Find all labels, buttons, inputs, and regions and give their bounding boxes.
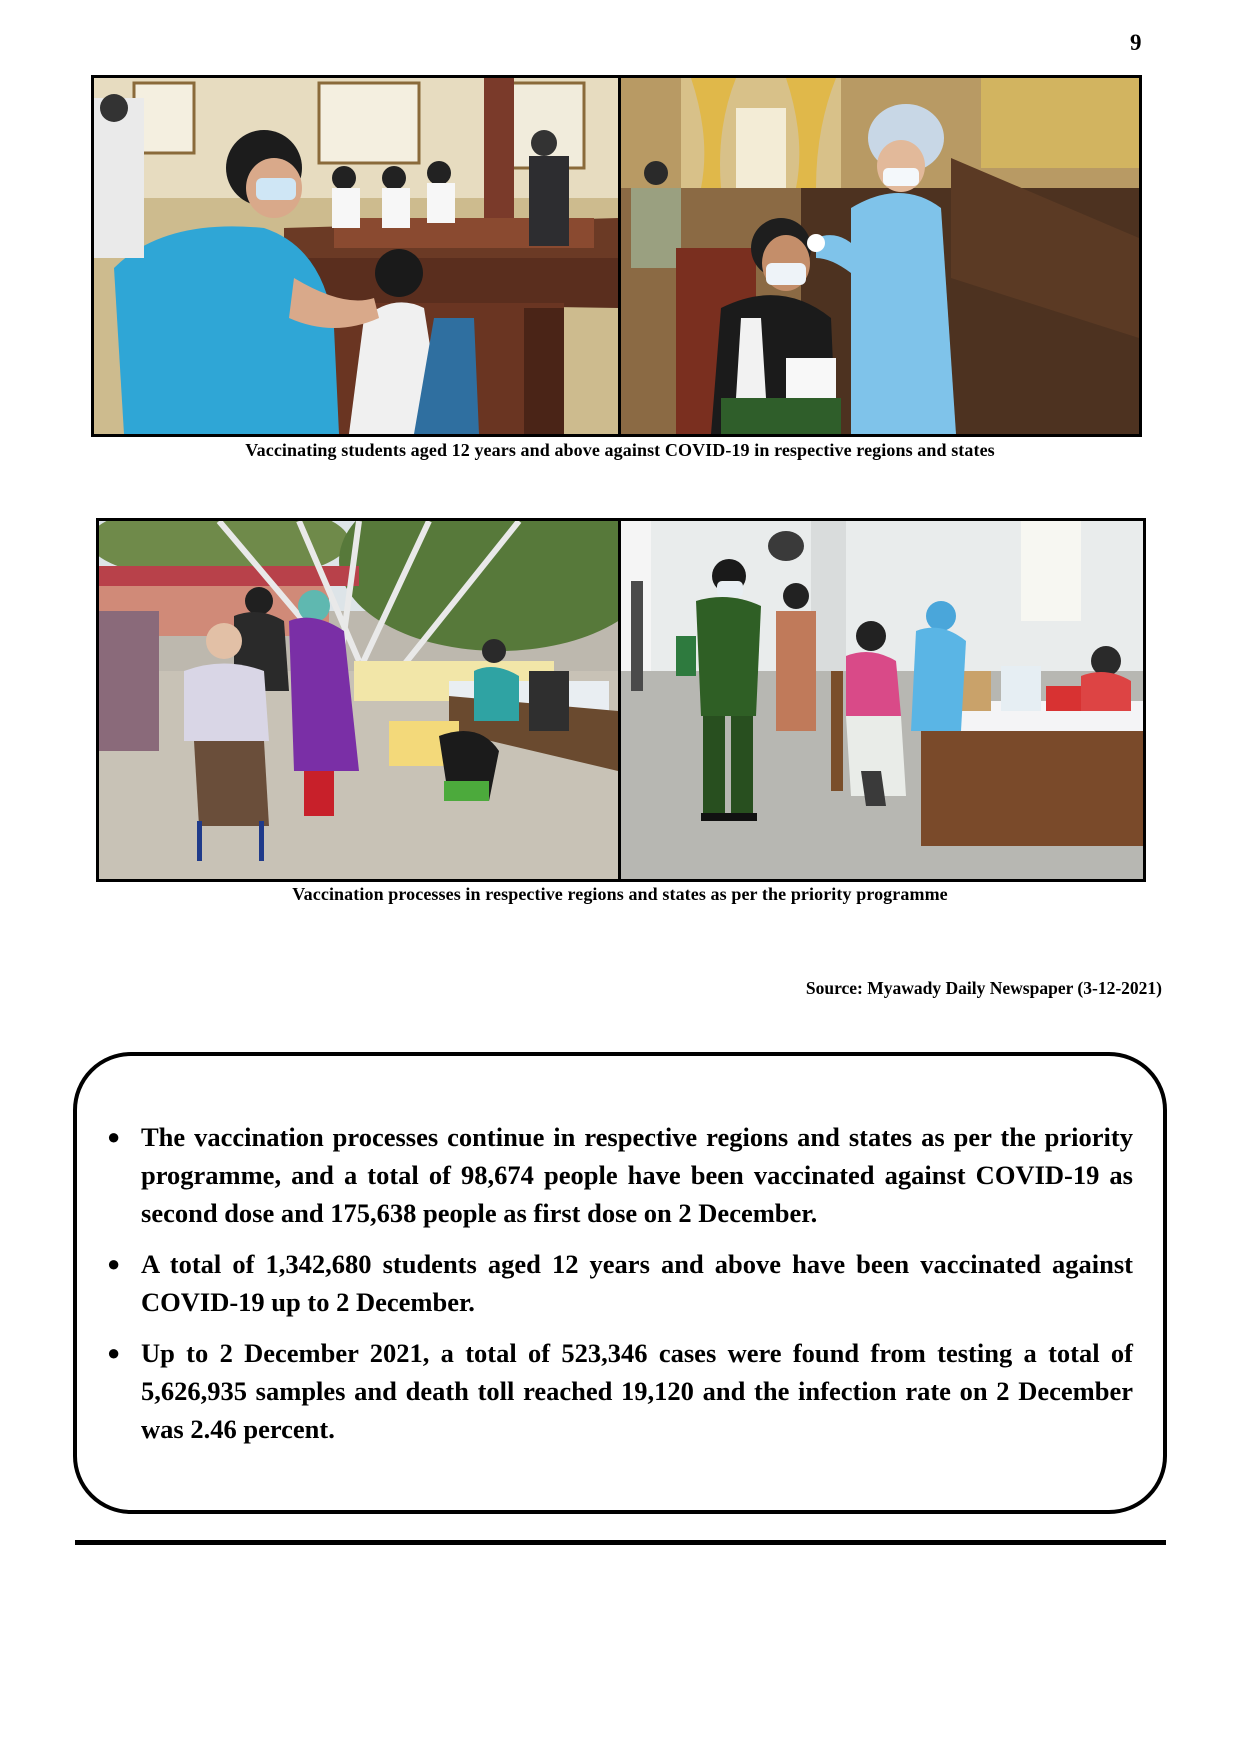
top-photo-caption: Vaccinating students aged 12 years and above against COVID-19 in respective regions and states	[245, 440, 995, 460]
page-number: 9	[1130, 30, 1142, 55]
photo-hall-vaccination	[621, 78, 1139, 434]
top-photo-row	[91, 75, 1142, 437]
summary-list	[77, 1056, 1163, 1448]
summary-item-text: The vaccination processes continue in respective regions and states as per the priority programme, and a total of 98,674 people have been vaccinated against COVID-19 as second dose and 175,638 people as first dose on 2 December.	[141, 1122, 1133, 1228]
bullet-icon: ●	[107, 1251, 121, 1276]
bottom-photo-caption: Vaccination processes in respective regions and states as per the priority programme	[292, 884, 948, 904]
summary-item	[107, 1118, 1133, 1232]
summary-item-text: Up to 2 December 2021, a total of 523,346 cases were found from testing a total of 5,626,935 samples and death toll reached 19,120 and the infection rate on 2 December was 2.46 percent.	[141, 1338, 1133, 1444]
source-citation: Source: Myawady Daily Newspaper (3-12-2021)	[805, 978, 1162, 998]
photo-classroom-vaccination	[94, 78, 618, 434]
photo-officer-observing	[621, 521, 1143, 879]
summary-item	[107, 1334, 1133, 1448]
summary-item	[107, 1245, 1133, 1321]
bottom-photo-row	[96, 518, 1146, 882]
bullet-icon: ●	[107, 1124, 121, 1149]
bullet-icon: ●	[107, 1340, 121, 1365]
summary-box	[73, 1052, 1167, 1514]
photo-outdoor-vaccination	[99, 521, 618, 879]
summary-item-text: A total of 1,342,680 students aged 12 years and above have been vaccinated against COVID-19 up to 2 December.	[141, 1249, 1133, 1317]
bottom-divider	[75, 1540, 1166, 1545]
